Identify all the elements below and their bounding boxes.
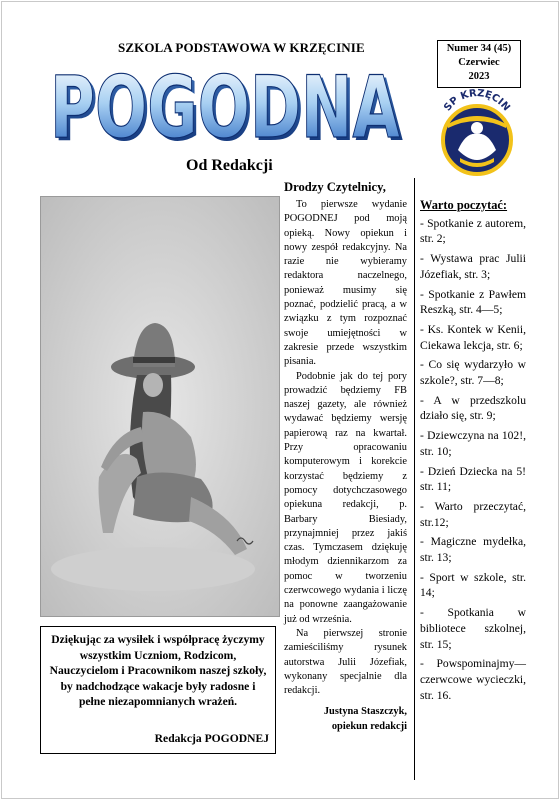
toc-item: - A w przedszkolu działo się, str. 9; xyxy=(420,393,526,423)
toc-item: - Magiczne mydełka, str. 13; xyxy=(420,535,526,565)
signature-role: opiekun redakcji xyxy=(331,720,407,732)
school-name: SZKOLA PODSTAWOWA W KRZĘCINIE xyxy=(118,40,365,55)
thanks-box xyxy=(40,626,276,754)
logo-head xyxy=(471,122,483,134)
toc-item: - Spotkania w bibliotece szkolnej, str. 15; xyxy=(420,606,526,651)
article-greeting: Drodzy Czytelnicy, xyxy=(284,180,386,194)
masthead-title: POGODNA xyxy=(50,58,401,150)
toc-item: - Warto przeczytać, str.12; xyxy=(420,499,526,529)
issue-month: Czerwiec xyxy=(458,57,500,68)
masthead-graphic xyxy=(40,58,410,150)
toc-item: - Sport w szkole, str. 14; xyxy=(420,570,526,600)
issue-number: Numer 34 (45) xyxy=(446,43,512,54)
table-of-contents xyxy=(420,198,526,707)
toc-item: - Spotkanie z autorem, str. 2; xyxy=(420,216,526,246)
toc-item: - Spotkanie z Pawłem Reszką, str. 4—5; xyxy=(420,287,526,317)
editorial-article xyxy=(284,180,407,734)
toc-item: - Co się wydarzyło w szkole?, str. 7—8; xyxy=(420,358,526,388)
masthead xyxy=(40,58,410,150)
thanks-signature: Redakcja POGODNEJ xyxy=(154,732,269,746)
toc-item: - Powspominajmy—czerwcowe wycieczki, str. 16. xyxy=(420,657,526,702)
column-divider xyxy=(414,178,415,780)
cover-drawing-graphic xyxy=(41,197,279,616)
article-paragraph: To pierwsze wydanie POGODNEJ pod moją opieką. Nowy opiekun i nowy zespół redakcyjny. Na razie nie wybieramy redaktora naczelnego, ponieważ musimy się poznać, podzielić pracą, a w związku z tym rozpoznać swoje umiejętności w zakresie przede wszystkim pisania. xyxy=(284,199,407,368)
masthead-shadow: POGODNA xyxy=(53,61,404,150)
school-logo xyxy=(430,88,524,182)
article-paragraph: Na pierwszej stronie zamieściliśmy rysunek autorstwa Julii Józefiak, wykonany specjalnie dla redakcji. xyxy=(284,627,407,697)
article-paragraph: Podobnie jak do tej pory prowadzić będziemy FB naszej gazety, ale również wydawać będziemy wersję papierową raz na kwartał. Przy opracowaniu komputerowym i korekcie korzystać będziemy z pomocy dotychczasowego opiekuna redakcji, p. Barbary Biesiady, przynajmniej przez jakiś czas. Tymczasem dziękuję młodym dziennikarzom za pomoc w tworzeniu czerwcowego wydania i liczę na ponowne zaangażowanie już od września. xyxy=(284,370,407,625)
toc-item: - Dziewczyna na 102!, str. 10; xyxy=(420,429,526,458)
article-signature xyxy=(284,705,407,734)
cover-drawing xyxy=(40,196,280,617)
thanks-text: Dziękując za wysiłek i współpracę życzymy wszystkim Uczniom, Rodzicom, Nauczycielom i Pracownikom naszej szkoły, by nadchodzące wakacje były radosne i pełne niezapomnianych wrażeń. xyxy=(49,633,267,709)
issue-year: 2023 xyxy=(468,71,490,82)
toc-title: Warto poczytać: xyxy=(420,198,508,212)
section-title: Od Redakcji xyxy=(186,157,273,174)
toc-item: - Wystawa prac Julii Józefiak, str. 3; xyxy=(420,252,526,281)
signature-name: Justyna Staszczyk, xyxy=(323,706,407,718)
issue-box xyxy=(437,40,521,88)
logo-text: SP KRZĘCIN xyxy=(442,88,512,114)
toc-item: - Ks. Kontek w Kenii, Ciekawa lekcja, str. 6; xyxy=(420,322,526,352)
toc-item: - Dzień Dziecka na 5! str. 11; xyxy=(420,464,526,494)
